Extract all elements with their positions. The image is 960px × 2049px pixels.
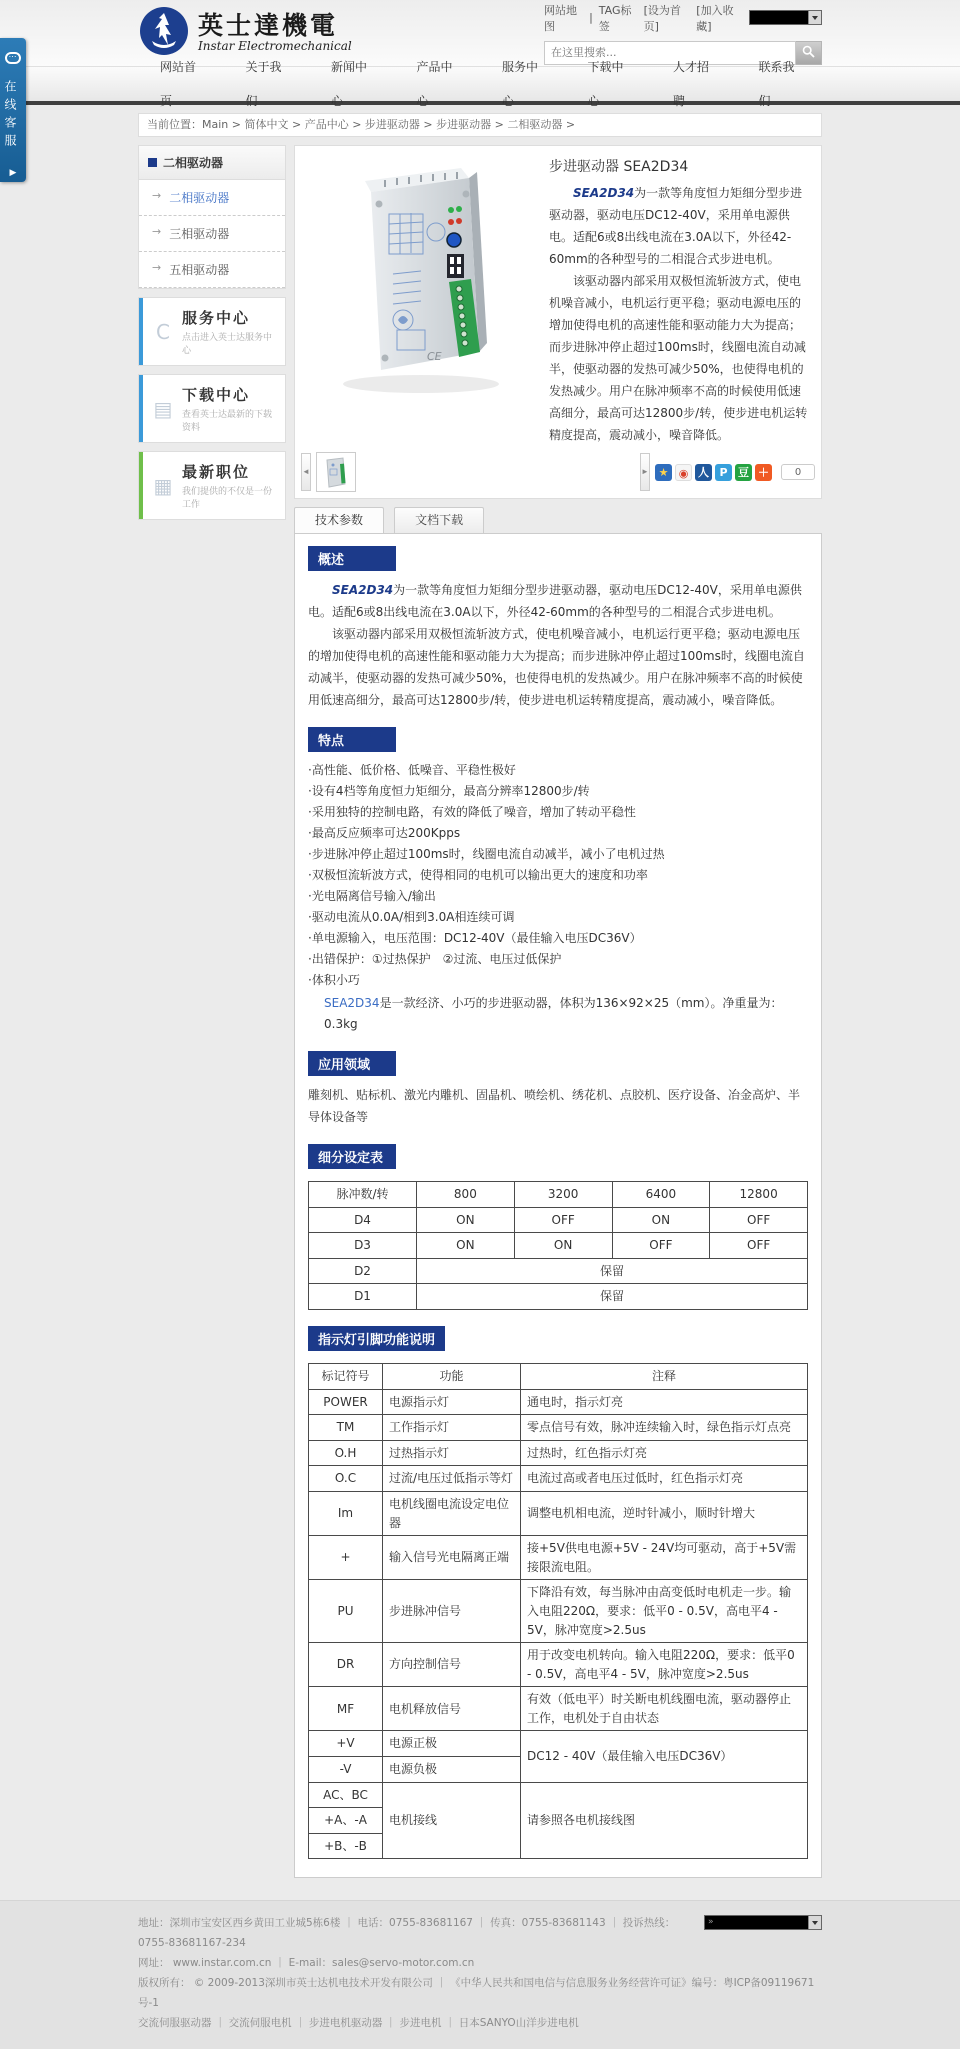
table-row <box>309 1643 808 1687</box>
main-content <box>294 145 822 1878</box>
tab-tech-params[interactable]: 技术参数 <box>294 507 384 533</box>
feature-item: ·出错保护：①过热保护 ②过流、电压过低保护 <box>308 952 562 966</box>
table-cell: D2 <box>309 1258 417 1284</box>
table-cell: 电机释放信号 <box>383 1687 521 1731</box>
footer-contact-line: 网址： www.instar.com.cn ｜ E-mail：sales@servo-motor.com.cn <box>138 1957 475 1970</box>
feature-item: ·双极恒流斩波方式，使得相同的电机可以输出更大的速度和功率 <box>308 868 648 882</box>
feature-item: ·单电源输入，电压范围：DC12-40V（最佳输入电压DC36V） <box>308 931 642 945</box>
table-row <box>309 1440 808 1466</box>
subdivision-table <box>308 1181 808 1310</box>
breadcrumb-link[interactable]: Main <box>202 118 229 131</box>
online-service-tab[interactable] <box>0 38 26 182</box>
download-icon: ▤ <box>153 396 173 421</box>
toplink[interactable]: [设为首页] <box>643 3 681 33</box>
sidebar-promo-download-center[interactable] <box>138 374 286 443</box>
breadcrumb: 当前位置：Main > 简体中文 > 产品中心 > 步进驱动器 > 步进驱动器 > 二相驱动器 > <box>138 113 822 137</box>
share-tqq-icon[interactable]: P <box>715 464 732 481</box>
sidebar-category-header <box>139 146 285 180</box>
footer-select-label: » <box>708 1917 714 1928</box>
table-row <box>309 1782 808 1808</box>
table-cell: 下降沿有效，每当脉冲由高变低时电机走一步。输入电阻220Ω，要求：低平0 - 0.5V，高电平4 - 5V，脉冲宽度>2.5us <box>521 1580 808 1643</box>
footer-address-line: 地址：深圳市宝安区西乡黄田工业城5栋6楼 ｜ 电话：0755-83681167 ｜ 传真：0755-83681143 ｜ 投诉热线：0755-83681167-234 <box>138 1917 676 1950</box>
table-row <box>309 1233 808 1259</box>
product-image[interactable] <box>301 152 539 446</box>
table-row <box>309 1580 808 1643</box>
share-douban-icon[interactable]: 豆 <box>735 464 752 481</box>
table-cell: ON <box>514 1233 612 1259</box>
language-select-label <box>750 11 808 24</box>
detail-tabs <box>294 507 822 533</box>
table-row <box>309 1363 808 1389</box>
promo-title: 服务中心 <box>182 309 251 327</box>
arrow-icon: → <box>152 189 162 202</box>
product-intro-2: 该驱动器内部采用双极恒流斩波方式，使电机噪音减小，电机运行更平稳；驱动电源电压的增加使得电机的高速性能和驱动能力大为提高；而步进脉冲停止超过100ms时，线圈电流自动减半，使驱动器的发热可减少50%，也使得电机的发热减少。用户在脉冲频率不高的时候使用低速高细分，最高可达12800步/转，使步进电机运转精度提高，震动减小，噪音降低。 <box>549 274 808 442</box>
nav-item[interactable]: 产品中心 <box>416 60 453 108</box>
feature-item: ·最高反应频率可达200Kpps <box>308 826 461 840</box>
table-row <box>309 1466 808 1492</box>
promo-title: 下载中心 <box>182 386 251 404</box>
table-row <box>309 1182 808 1208</box>
feature-list <box>308 760 808 991</box>
carousel-prev-button[interactable]: ◄ <box>301 453 311 491</box>
promo-desc: 点击进入英士达服务中心 <box>182 333 273 356</box>
table-cell: ON <box>612 1207 710 1233</box>
sidebar-item[interactable] <box>139 216 285 252</box>
sidebar-item[interactable] <box>139 180 285 216</box>
table-cell: Im <box>309 1491 383 1535</box>
table-cell: 通电时，指示灯亮 <box>521 1389 808 1415</box>
feature-item: ·高性能、低价格、低噪音、平稳性极好 <box>308 763 516 777</box>
promo-desc: 我们提供的不仅是一份工作 <box>182 487 273 510</box>
table-cell: PU <box>309 1580 383 1643</box>
product-model: SEA2D34 <box>573 186 635 200</box>
logo-subtitle: Instar Electromechanical <box>198 39 352 53</box>
table-cell: 过热时，红色指示灯亮 <box>521 1440 808 1466</box>
table-cell: 接+5V供电电源+5V - 24V均可驱动，高于+5V需接限流电阻。 <box>521 1536 808 1580</box>
sidebar-item[interactable] <box>139 252 285 288</box>
table-cell: 保留 <box>417 1258 808 1284</box>
product-model[interactable]: SEA2D34 <box>332 583 394 597</box>
table-cell: +A、-A <box>309 1808 383 1834</box>
section-title-features: 特点 <box>308 727 396 752</box>
table-cell: D3 <box>309 1233 417 1259</box>
table-cell: OFF <box>514 1207 612 1233</box>
overview-paragraph-2: 该驱动器内部采用双极恒流斩波方式，使电机噪音减小，电机运行更平稳；驱动电源电压的增加使得电机的高速性能和驱动能力大为提高；而步进脉冲停止超过100ms时，线圈电流自动减半，使驱动器的发热可减少50%，也使得电机的发热减少。用户在脉冲频率不高的时候使用低速高细分，最高可达12800步/转，使步进电机运转精度提高，震动减小，噪音降低。 <box>308 627 805 707</box>
table-cell: 标记符号 <box>309 1363 383 1389</box>
square-bullet-icon <box>148 158 157 167</box>
section-title-overview: 概述 <box>308 546 396 571</box>
table-cell: ON <box>417 1207 515 1233</box>
feature-item: ·体积小巧 <box>308 973 360 987</box>
main-nav <box>0 60 960 108</box>
table-cell: D1 <box>309 1284 417 1310</box>
table-cell: + <box>309 1536 383 1580</box>
section-title-application: 应用领域 <box>308 1051 396 1076</box>
table-cell: O.H <box>309 1440 383 1466</box>
promo-desc: 查看英士达最新的下载资料 <box>182 410 273 433</box>
arrow-icon: → <box>152 225 162 238</box>
toplink[interactable]: [加入收藏] <box>696 3 734 33</box>
table-cell: TM <box>309 1415 383 1441</box>
footer-copyright-line: 版权所有： © 2009-2013深圳市英士达机电技术开发有限公司 ｜ 《中华人民共和国电信与信息服务业务经营许可证》编号：粤ICP备09119671号-1 <box>138 1977 815 2010</box>
section-title-pins: 指示灯引脚功能说明 <box>308 1326 445 1351</box>
breadcrumb-label: 当前位置： <box>147 118 202 131</box>
nav-item[interactable]: 联系我们 <box>758 60 795 108</box>
sidebar <box>138 145 286 520</box>
nav-item[interactable]: 网站首页 <box>160 60 197 108</box>
table-row <box>309 1731 808 1757</box>
breadcrumb-link[interactable]: 二相驱动器 <box>507 118 563 131</box>
section-title-subdivision: 细分设定表 <box>308 1144 396 1169</box>
table-row <box>309 1284 808 1310</box>
table-cell: 过流/电压过低指示等灯 <box>383 1466 521 1492</box>
share-bar <box>655 464 772 481</box>
table-cell: 请参照各电机接线图 <box>521 1782 808 1859</box>
feature-item: ·步进脉冲停止超过100ms时，线圈电流自动减半，减小了电机过热 <box>308 847 665 861</box>
breadcrumb-link[interactable]: 步进驱动器 <box>436 118 492 131</box>
top-utility-links <box>544 2 822 34</box>
table-cell: 电机接线 <box>383 1782 521 1859</box>
product-intro: SEA2D34为一款等角度恒力矩细分型步进驱动器，驱动电压DC12-40V，采用单电源供电。适配6或8出线电流在3.0A以下，外径42-60mm的各种型号的二相混合式步进电机。 <box>549 186 803 266</box>
table-cell: 过热指示灯 <box>383 1440 521 1466</box>
table-cell: 调整电机相电流，逆时针减小，顺时针增大 <box>521 1491 808 1535</box>
nav-item[interactable]: 人才招聘 <box>673 60 710 108</box>
table-row <box>309 1207 808 1233</box>
table-cell: 有效（低电平）时关断电机线圈电流，驱动器停止工作，电机处于自由状态 <box>521 1687 808 1731</box>
table-row <box>309 1491 808 1535</box>
breadcrumb-link[interactable]: 产品中心 <box>304 118 349 131</box>
table-cell: 保留 <box>417 1284 808 1310</box>
service-icon: C <box>156 319 170 344</box>
feature-item: ·驱动电流从0.0A/相到3.0A相连续可调 <box>308 910 515 924</box>
table-cell: 注释 <box>521 1363 808 1389</box>
tab-doc-download[interactable]: 文档下载 <box>394 507 484 533</box>
table-cell: 电机线圈电流设定电位器 <box>383 1491 521 1535</box>
feature-last-line: SEA2D34是一款经济、小巧的步进驱动器，体积为136×92×25（mm）。净重量为：0.3kg <box>324 996 783 1031</box>
feature-item: ·采用独特的控制电路，有效的降低了噪音，增加了转动平稳性 <box>308 805 636 819</box>
table-cell: -V <box>309 1757 383 1783</box>
footer-keywords-line: 交流伺服驱动器 ｜ 交流伺服电机 ｜ 步进电机驱动器 ｜ 步进电机 ｜ 日本SANYO山洋步进电机 <box>138 2017 579 2030</box>
table-cell: 电源正极 <box>383 1731 521 1757</box>
table-cell: ON <box>417 1233 515 1259</box>
nav-item[interactable]: 下载中心 <box>587 60 624 108</box>
language-select[interactable] <box>749 10 822 25</box>
table-cell: 电流过高或者电压过低时，红色指示灯亮 <box>521 1466 808 1492</box>
breadcrumb-link[interactable]: 步进驱动器 <box>364 118 420 131</box>
toplink-divider: | <box>589 11 593 24</box>
breadcrumb-link[interactable]: 简体中文 <box>244 118 289 131</box>
table-cell: 6400 <box>612 1182 710 1208</box>
product-thumbnail[interactable] <box>316 452 356 492</box>
table-row <box>309 1258 808 1284</box>
chat-bubble-icon: ⋯ <box>5 52 21 64</box>
share-renren-icon[interactable]: 人 <box>695 464 712 481</box>
table-cell: 功能 <box>383 1363 521 1389</box>
briefcase-icon: ▦ <box>153 473 173 498</box>
pin-function-table <box>308 1363 808 1859</box>
nav-item[interactable]: 关于我们 <box>245 60 282 108</box>
table-cell: DC12 - 40V（最佳输入电压DC36V） <box>521 1731 808 1782</box>
table-cell: 方向控制信号 <box>383 1643 521 1687</box>
promo-title: 最新职位 <box>182 463 251 481</box>
table-cell: OFF <box>710 1233 808 1259</box>
feature-item: ·光电隔离信号输入/输出 <box>308 889 436 903</box>
promo-color-bar <box>139 375 143 442</box>
product-title: 步进驱动器 SEA2D34 <box>549 159 689 175</box>
table-cell: 800 <box>417 1182 515 1208</box>
product-model-link[interactable]: SEA2D34 <box>324 996 380 1010</box>
tech-params-panel <box>294 533 822 1878</box>
table-cell: AC、BC <box>309 1782 383 1808</box>
table-cell: 12800 <box>710 1182 808 1208</box>
expand-arrow-icon: ▶ <box>9 168 17 178</box>
table-cell: DR <box>309 1643 383 1687</box>
promo-color-bar <box>139 298 143 365</box>
sidebar-category-title: 二相驱动器 <box>163 156 224 170</box>
table-cell: MF <box>309 1687 383 1731</box>
table-cell: 零点信号有效，脉冲连续输入时，绿色指示灯点亮 <box>521 1415 808 1441</box>
promo-color-bar <box>139 452 143 519</box>
table-cell: D4 <box>309 1207 417 1233</box>
table-cell: 电源负极 <box>383 1757 521 1783</box>
table-cell: 输入信号光电隔离正端 <box>383 1536 521 1580</box>
table-cell: O.C <box>309 1466 383 1492</box>
logo-title: 英士達機電 <box>198 11 339 40</box>
sidebar-item-label: 五相驱动器 <box>169 263 230 277</box>
application-text: 雕刻机、贴标机、激光内雕机、固晶机、喷绘机、绣花机、点胶机、医疗设备、冶金高炉、半导体设备等 <box>308 1088 801 1124</box>
dropdown-arrow-icon <box>808 11 821 24</box>
table-cell: +V <box>309 1731 383 1757</box>
feature-item: ·设有4档等角度恒力矩细分，最高分辨率12800步/转 <box>308 784 590 798</box>
sidebar-item-label: 三相驱动器 <box>169 227 230 241</box>
table-row <box>309 1415 808 1441</box>
site-footer <box>0 1900 960 2049</box>
table-cell: 3200 <box>514 1182 612 1208</box>
nav-item[interactable]: 服务中心 <box>502 60 539 108</box>
table-cell: 步进脉冲信号 <box>383 1580 521 1643</box>
arrow-icon: → <box>152 261 162 274</box>
carousel-next-button[interactable]: ► <box>640 453 650 491</box>
table-cell: 工作指示灯 <box>383 1415 521 1441</box>
table-cell: +B、-B <box>309 1833 383 1859</box>
sidebar-promo-service-center[interactable] <box>138 297 286 366</box>
share-count[interactable]: 0 <box>781 464 815 480</box>
share-more-icon[interactable]: ＋ <box>755 464 772 481</box>
sidebar-item-label: 二相驱动器 <box>169 191 230 205</box>
table-cell: OFF <box>710 1207 808 1233</box>
dropdown-arrow-icon <box>808 1916 821 1929</box>
table-cell: OFF <box>612 1233 710 1259</box>
svg-text:CE: CE <box>427 350 442 363</box>
table-cell: 脉冲数/转 <box>309 1182 417 1208</box>
table-row <box>309 1687 808 1731</box>
table-row <box>309 1389 808 1415</box>
table-cell: 用于改变电机转向。输入电阻220Ω，要求：低平0 - 0.5V，高电平4 - 5V，脉冲宽度>2.5us <box>521 1643 808 1687</box>
sidebar-promo-jobs[interactable] <box>138 451 286 520</box>
nav-item[interactable]: 新闻中心 <box>331 60 368 108</box>
table-row <box>309 1536 808 1580</box>
share-weibo-icon[interactable]: ◉ <box>675 464 692 481</box>
toplink[interactable]: 网站地图 <box>544 3 577 33</box>
overview-paragraph: SEA2D34为一款等角度恒力矩细分型步进驱动器，驱动电压DC12-40V，采用单电源供电。适配6或8出线电流在3.0A以下，外径42-60mm的各种型号的二相混合式步进电机。 <box>308 583 802 619</box>
share-qzone-icon[interactable]: ★ <box>655 464 672 481</box>
footer-links-select[interactable] <box>704 1915 822 1930</box>
table-cell: POWER <box>309 1389 383 1415</box>
toplink[interactable]: TAG标签 <box>598 3 632 33</box>
table-cell: 电源指示灯 <box>383 1389 521 1415</box>
online-service-label: 在线客服 <box>3 80 17 152</box>
